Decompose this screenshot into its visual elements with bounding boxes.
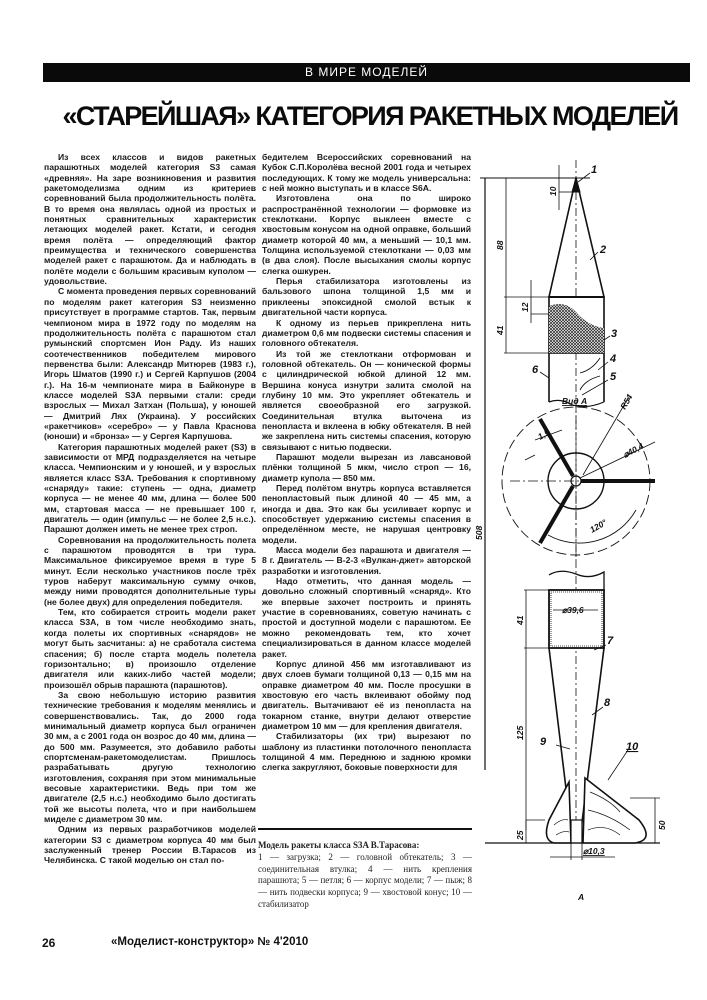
paragraph: За свою небольшую историю развития технические требования к моделям менялись и совершенствовались. Так, до 2000 года минимальный диаметр корпуса был ограничен 30 мм, а с 2001 года он возрос до 40 мм, длина — до 500 мм. Разумеется, это добавило работы спортсменам-ракетомоделистам. Пришлось разрабатывать другую технологию изготовления, сохраняя при этом минимальные весовые характеристики. Ведь при том же двигателе (2,5 н.с.) необходимо было достигать той же высоты полета, что и при наибольшем миделе с диаметром 30 мм. bbox=[44, 689, 256, 824]
paragraph: бедителем Всероссийских соревнований на Кубок С.П.Королёва весной 2001 года и четырех последующих. К тому же модель универсальна: с ней можно выступать и в классе S6A. bbox=[262, 152, 471, 194]
paragraph: Масса модели без парашюта и двигателя — 8 г. Двигатель — В-2-3 «Вулкан-джет» авторской разработки и изготовления. bbox=[262, 545, 471, 576]
part-label-1: 1 bbox=[591, 164, 598, 176]
text-column-1 bbox=[44, 152, 256, 866]
dim-tip: 10 bbox=[548, 186, 558, 196]
text-column-2 bbox=[262, 152, 471, 773]
nozzle bbox=[571, 820, 582, 843]
dim-body-dia: ⌀40,4 bbox=[621, 440, 646, 460]
paragraph: Из всех классов и видов ракетных парашютных моделей категория S3 самая «древняя». На заре возникновения и развития ракетомоделизма одним из критериев соревнований была продолжительность полёта. В то время она являлась одной из простых и понятных сравнительных характеристик летающих моделей ракет. Кстати, и сегодня время полёта — определяющий фактор преимущества и технического совершенства моделей ракет с парашютом. Да и наблюдать в полёте модели с большим красивым куполом — удовольствие. bbox=[44, 152, 256, 287]
nose-tip-load bbox=[572, 178, 580, 192]
dim-plug: 41 bbox=[515, 615, 525, 625]
paragraph: К одному из перьев прикреплена нить диаметром 0,6 мм подвески системы спасения и головного обтекателя. bbox=[262, 317, 471, 349]
rubric-bar bbox=[43, 63, 690, 82]
rubric-title: В МИРЕ МОДЕЛЕЙ bbox=[304, 65, 428, 79]
part-label-5: 5 bbox=[610, 371, 617, 383]
caption-text: 1 — загрузка; 2 — головной обтекатель; 3 — соединительная втулка; 4 — нить крепления парашюта; 5 — петля; 6 — корпус модели; 7 — пыж; 8 — нить подвески корпуса; 9 — хвостовой конус; 10 — стабилизатор bbox=[258, 851, 472, 909]
view-label: Вид А bbox=[562, 396, 588, 406]
paragraph: С момента проведения первых соревнований по моделям ракет категория S3 неизменно присутствует в программе стартов. Так, первым чемпионом мира в 1972 году по моделям на продолжительность полёта с парашютом стал румынский спортсмен Ион Раду. Из наших соотечественников победителем мирового первенства были: Александр Митюрев (1983 г.), Игорь Шматов (1990 г.) и Сергей Карпушов (2004 г.). На 16-м чемпионате мира в Байконуре в классе моделей S3A первыми стали: среди взрослых — Михал Затхан (Польша), у юношей — Дмитрий Лях (Украина). У российских «ракетчиков» «серебро» — у Павла Краснова (юноши) и «бронза» — у Сергея Карпушова. bbox=[44, 286, 256, 442]
dim-cone: 88 bbox=[495, 240, 505, 250]
paragraph: Изготовлена она по широко распространённой технологии — формовке из стеклоткани. Корпус выклеен вместе с хвостовым конусом на одной оправке, больший диаметр которой 40 мм, а меньший — 10,1 мм. Толщина используемой стеклоткани — 0,03 мм (в два слоя). После высыхания смолы корпус слегка ошкурен. bbox=[262, 193, 471, 276]
dim-fin-height: 50 bbox=[657, 820, 667, 830]
dim-total: 508 bbox=[474, 525, 484, 540]
part-label-10: 10 bbox=[626, 741, 639, 753]
part-label-7: 7 bbox=[607, 635, 614, 647]
paragraph: Корпус длиной 456 мм изготавливают из двух слоев бумаги толщиной 0,13 — 0,15 мм на оправке диаметром 40 мм. После просушки в хвостовую его часть вклеивают обойму под двигатель. Вытачивают её из пенопласта на токарном станке, внутри делают отверстие диаметром 10 мм — для крепления двигателя. bbox=[262, 658, 471, 731]
dim-fin-thick: 1,5 bbox=[536, 427, 552, 442]
part-label-4: 4 bbox=[610, 353, 617, 365]
dim-fin-root: 25 bbox=[515, 830, 525, 840]
paragraph: Перья стабилизатора изготовлены из бальзового шпона толщиной 1,5 мм и приклеены эпоксидной смолой встык к двигательной части корпуса. bbox=[262, 276, 471, 318]
magazine-issue: «Моделист-конструктор» № 4'2010 bbox=[111, 936, 309, 948]
part-label-8: 8 bbox=[604, 697, 611, 709]
paragraph: Из той же стеклоткани отформован и головной обтекатель. Он — конической формы с цилиндрической юбкой длиной 12 мм. Вершина конуса изнутри залита смолой на глубину 10 мм. Это укрепляет обтекатель и является своеобразной его загрузкой. Соединительная втулка выточена из пенопласта и вклеена в юбку обтекателя. В ней же закреплена нить системы спасения, которую связывают с нитью подвески. bbox=[262, 348, 471, 452]
paragraph: Категория парашютных моделей ракет (S3) в зависимости от МРД подразделяется на четыре класса. Чемпионским и у юношей, и у взрослых является класс S3A. Требования к спортивному «снаряду» такие: ступень — одна, диаметр корпуса — не менее 40 мм, длина — более 500 мм, стартовая масса — не превышает 100 г, двигатель — один (импульс — не более 2,5 н.с.). Парашют должен иметь не менее трех строп. bbox=[44, 441, 256, 535]
paragraph: Перед полётом внутрь корпуса вставляется пенопластовый пыж длиной 40 — 45 мм, а иногда и два. Это как бы усиливает корпус и способствует удержанию системы спасения в определённом месте, не нарушая центровку модели. bbox=[262, 483, 471, 545]
paragraph: Тем, кто собирается строить модели ракет класса S3A, в том числе необходимо знать, когда полеты их спортивных «снарядов» не могут быть засчитаны: а) не сработала система спасения; б) после старта модель полетела горизонтально; в) произошло отделение двигателя или каких-либо частей модели; произошёл обрыв парашюта (парашютов). bbox=[44, 607, 256, 690]
paragraph: Парашют модели вырезан из лавсановой плёнки толщиной 5 мкм, число строп — 16, диаметр купола — 850 мм. bbox=[262, 451, 471, 483]
part-label-3: 3 bbox=[611, 328, 618, 340]
dim-nozzle-dia: ⌀10,3 bbox=[583, 846, 605, 856]
rocket-model-drawing bbox=[470, 140, 700, 940]
dim-radius: R54 bbox=[618, 392, 635, 411]
foam-plug bbox=[549, 590, 604, 648]
paragraph: Стабилизаторы (их три) вырезают по шаблону из пластинки потолочного пенопласта толщиной 4 мм. Переднюю и заднюю кромки слегка закругляют, боковые поверхности для bbox=[262, 731, 471, 773]
paragraph: Надо отметить, что данная модель — довольно сложный спортивный «снаряд». Кто же впервые захочет построить и принять участие в соревнованиях, советую начинать с простой и доступной модели с парашютом. Ее можно рекомендовать тем, кто хочет специализироваться в данном классе моделей ракет. bbox=[262, 576, 471, 659]
section-label: A bbox=[578, 892, 585, 902]
part-label-2: 2 bbox=[600, 244, 607, 256]
dim-skirt: 12 bbox=[520, 302, 530, 312]
paragraph: Одним из первых разработчиков моделей категории S3 с диаметром корпуса 40 мм был заслуженный тренер России В.Тарасов из Челябинска. С такой моделью он стал по- bbox=[44, 824, 256, 866]
dim-sleeve: 41 bbox=[495, 325, 505, 335]
figure-caption bbox=[258, 840, 472, 911]
page-number: 26 bbox=[42, 936, 56, 950]
article-headline: «СТАРЕЙШАЯ» КАТЕГОРИЯ РАКЕТНЫХ МОДЕЛЕЙ bbox=[62, 101, 678, 131]
caption-title: Модель ракеты класса S3A В.Тарасова: bbox=[258, 840, 420, 850]
part-label-6: 6 bbox=[532, 364, 539, 376]
part-label-9: 9 bbox=[540, 736, 547, 748]
dim-plug-dia: ⌀39,6 bbox=[562, 605, 584, 615]
dim-tail: 125 bbox=[515, 725, 525, 740]
fin-right-side bbox=[583, 778, 646, 843]
dim-angle: 120° bbox=[588, 517, 609, 535]
fin-lower-left bbox=[540, 486, 573, 543]
caption-divider bbox=[258, 828, 472, 830]
paragraph: Соревнования на продолжительность полета с парашютом проводятся в три тура. Максимальное фиксируемое время в туре 5 минут. Если несколько участников после трёх туров наберут максимальную сумму очков, между ними проводятся дополнительные туры (не более двух) для определения победителя. bbox=[44, 534, 256, 607]
